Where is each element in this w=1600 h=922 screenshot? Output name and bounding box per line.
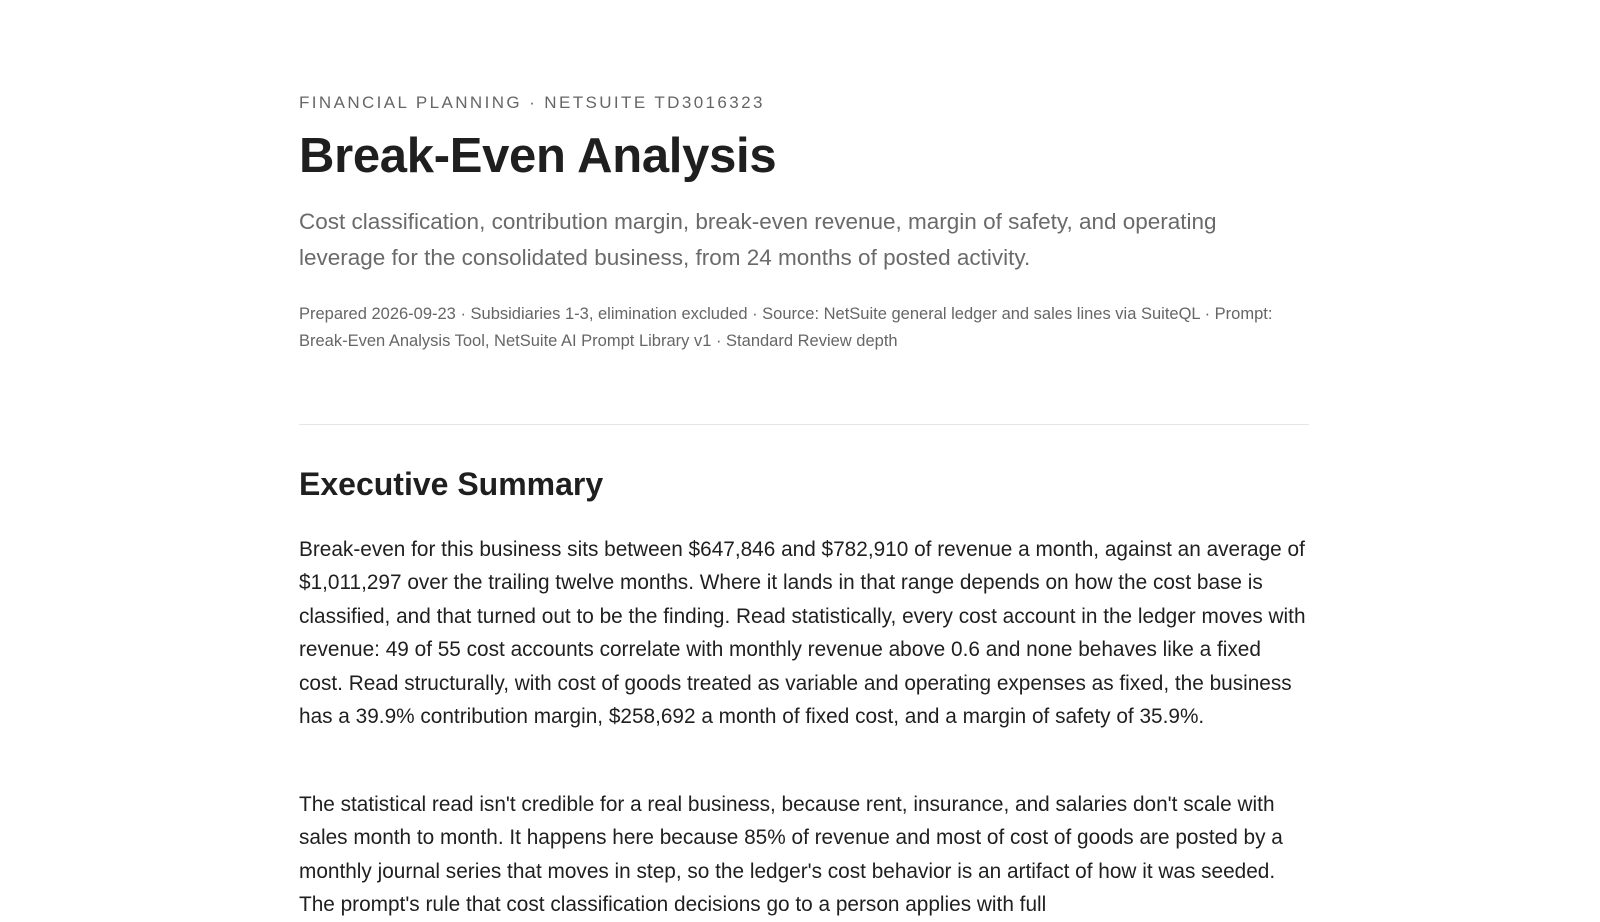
executive-summary-paragraph-2: The statistical read isn't credible for a real business, because rent, insurance, and salaries don't scale with sales month to month. It happens here because 85% of revenue and most of cost of goods are posted by a monthly journal series that moves in step, so the ledger's cost behavior is an artifact of how it was seeded. The prompt's rule that cost classification decisions go to a person applies with full	[299, 793, 1283, 917]
section-divider	[299, 424, 1309, 425]
executive-summary-paragraph-1: Break-even for this business sits between $647,846 and $782,910 of revenue a month, against an average of $1,011,297 over the trailing twelve months. Where it lands in that range depends on how the cost base is classified, and that turned out to be the finding. Read statistically, every cost account in the ledger moves with revenue: 49 of 55 cost accounts correlate with monthly revenue above 0.6 and none behaves like a fixed cost. Read structurally, with cost of goods treated as variable and operating expenses as fixed, the business has a 39.9% contribution margin, $258,692 a month of fixed cost, and a margin of safety of 35.9%.	[299, 538, 1306, 729]
executive-summary-heading: Executive Summary	[299, 466, 604, 502]
report-metadata: Prepared 2026-09-23 · Subsidiaries 1-3, elimination excluded · Source: NetSuite general ledger and sales lines via SuiteQL · Prompt: Break-Even Analysis Tool, NetSuite AI Prompt Library v1 · Standard Review depth	[299, 305, 1273, 350]
report-eyebrow: FINANCIAL PLANNING · NETSUITE TD3016323	[299, 93, 765, 112]
page-title: Break-Even Analysis	[299, 129, 777, 183]
page-subtitle: Cost classification, contribution margin, break-even revenue, margin of safety, and operating leverage for the consolidated business, from 24 months of posted activity.	[299, 209, 1217, 270]
